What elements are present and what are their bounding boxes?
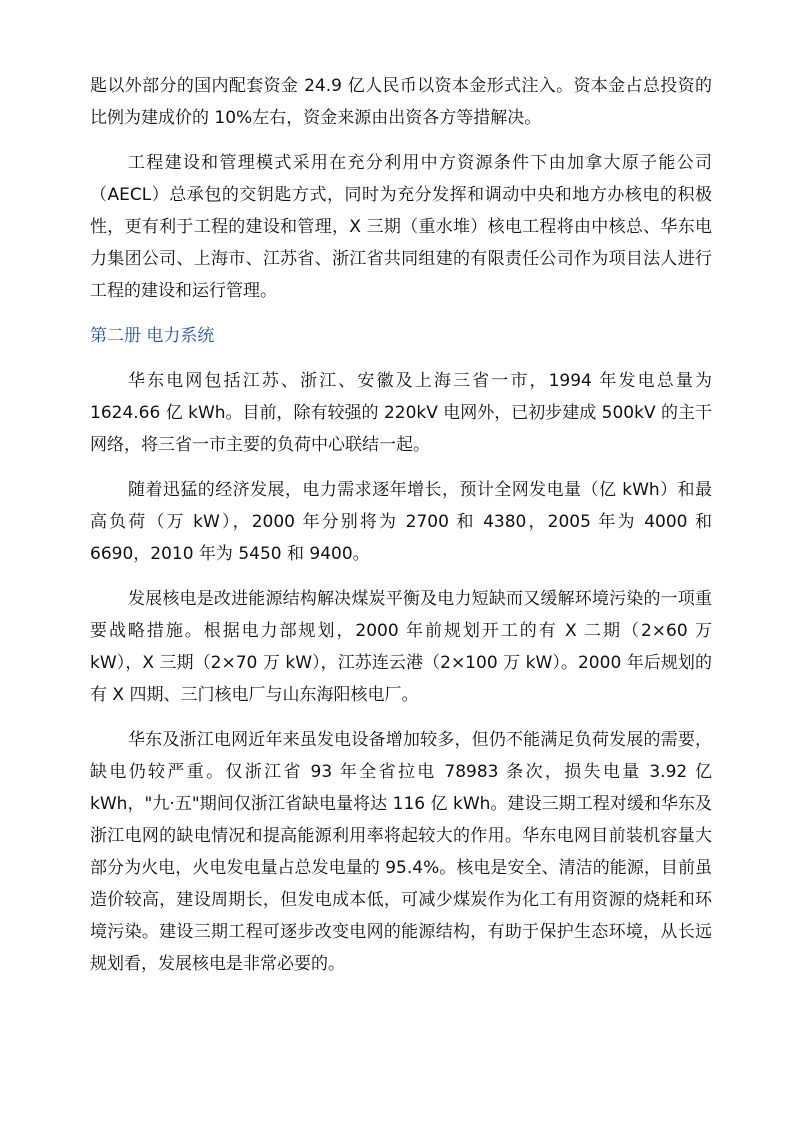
paragraph-east-china-grid: 华东电网包括江苏、浙江、安徽及上海三省一市，1994 年发电总量为 1624.66 亿 kWh。目前，除有较强的 220kV 电网外，已初步建成 500kV 的主干网络，将三省一市主要的负荷中心联结一起。 xyxy=(90,371,712,455)
section-heading: 第二册 电力系统 xyxy=(90,326,215,346)
paragraph-nuclear-strategy: 发展核电是改进能源结构解决煤炭平衡及电力短缺而又缓解环境污染的一项重要战略措施。根据电力部规划，2000 年前规划开工的有 X 二期（2×60 万 kW），X 三期（2×70 万 kW），江苏连云港（2×100 万 kW）。2000 年后规划的有 X 四期、三门核电厂与山东海阳核电厂。 xyxy=(90,589,712,705)
paragraph-demand-forecast: 随着迅猛的经济发展，电力需求逐年增长，预计全网发电量（亿 kWh）和最高负荷（万 kW），2000 年分别将为 2700 和 4380，2005 年为 4000 和 6690，2010 年为 5450 和 9400。 xyxy=(90,480,712,564)
paragraph-power-shortage: 华东及浙江电网近年来虽发电设备增加较多，但仍不能满足负荷发展的需要，缺电仍较严重。仅浙江省 93 年全省拉电 78983 条次，损失电量 3.92 亿 kWh，"九·五"期间仅浙江省缺电量将达 116 亿 kWh。建设三期工程对缓和华东及浙江电网的缺电情况和提高能源利用率将起较大的作用。华东电网目前装机容量大部分为火电，火电发电量占总发电量的 95.4%。核电是安全、清洁的能源，目前虽造价较高，建设周期长，但发电成本低，可减少煤炭作为化工有用资源的烧耗和环境污染。建设三期工程可逐步改变电网的能源结构，有助于保护生态环境，从长远规划看，发展核电是非常必要的。 xyxy=(90,730,712,974)
document-page xyxy=(90,70,712,993)
paragraph-funding-continued: 匙以外部分的国内配套资金 24.9 亿人民币以资本金形式注入。资本金占总投资的比例为建成价的 10%左右，资金来源由出资各方等措解决。 xyxy=(90,76,712,128)
paragraph-construction-management: 工程建设和管理模式采用在充分利用中方资源条件下由加拿大原子能公司（AECL）总承包的交钥匙方式，同时为充分发挥和调动中央和地方办核电的积极性，更有利于工程的建设和管理，X 三期（重水堆）核电工程将由中核总、华东电力集团公司、上海市、江苏省、浙江省共同组建的有限责任公司作为项目法人进行工程的建设和运行管理。 xyxy=(90,153,712,301)
